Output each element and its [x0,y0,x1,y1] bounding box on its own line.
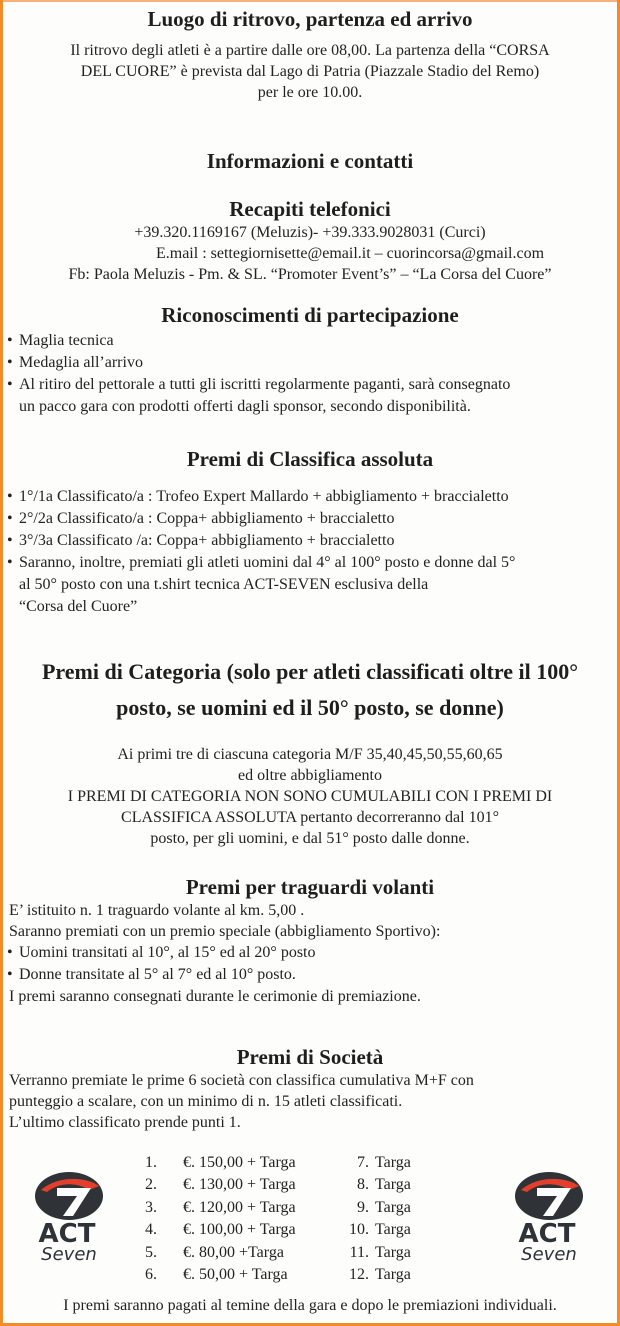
recapiti-email: E.mail : settegiornisette@email.it – cuorincorsa@gmail.com [155,245,545,262]
riconoscimenti-title: Riconoscimenti di partecipazione [161,303,459,327]
luogo-line: DEL CUORE” è prevista dal Lago di Patria (Piazzale Stadio del Remo) [80,63,540,80]
prize-rank-2: 8. [357,1176,369,1194]
prize-rank-2: 11. [349,1243,369,1261]
section-assoluta [3,446,617,618]
section-traguardi [3,874,617,1007]
categoria-title: posto, se uomini ed il 50° posto, se donne) [116,695,504,720]
luogo-title: Luogo di ritrovo, partenza ed arrivo [147,7,473,31]
prize-rank-2: 12. [349,1265,369,1283]
list-item-cont: un pacco gara con prodotti offerti dagli sponsor, secondo disponibilità. [19,398,471,415]
prize-row [135,1174,455,1196]
footer-note: I premi saranno pagati al temine della gara e dopo le premiazioni individuali. [63,1297,557,1314]
traguardi-line: Saranno premiati con un premio speciale (abbigliamento Sportivo): [9,923,441,940]
prize-targa: Targa [375,1221,411,1239]
prize-row [135,1264,455,1286]
prize-currency: €. [183,1265,195,1283]
traguardi-line: E’ istituito n. 1 traguardo volante al km. 5,00 . [9,902,305,919]
list-item: • Medaglia all’arrivo [7,354,143,371]
recapiti-facebook: Fb: Paola Meluzis - Pm. & SL. “Promoter Event’s” – “La Corsa del Cuore” [68,266,552,283]
prize-targa: Targa [375,1176,411,1194]
societa-line: L’ultimo classificato prende punti 1. [9,1114,241,1131]
prize-rank-2: 9. [357,1198,369,1216]
section-categoria [3,654,617,849]
prize-rank: 5. [145,1243,157,1261]
assoluta-title: Premi di Classifica assoluta [186,447,434,471]
prize-rank: 3. [145,1198,157,1216]
prize-value: 50,00 + Targa [199,1265,288,1283]
categoria-line: Ai primi tre di ciascuna categoria M/F 35,40,45,50,55,60,65 [117,746,503,763]
prize-value: 80,00 +Targa [199,1243,284,1261]
prize-row [135,1242,455,1264]
prize-rank: 2. [145,1176,157,1194]
list-item-cont: “Corsa del Cuore” [19,598,138,615]
prize-currency: €. [183,1198,195,1216]
section-recapiti [3,196,617,285]
luogo-line: Il ritrovo degli atleti è a partire dalle ore 08,00. La partenza della “CORSA [70,42,550,59]
prize-targa: Targa [375,1154,411,1171]
prize-currency: €. [183,1221,195,1239]
list-item: • 2°/2a Classificato/a : Coppa+ abbigliamento + braccialetto [7,510,395,527]
act-seven-logo-right [499,1168,595,1268]
categoria-line: ed oltre abbigliamento [238,767,382,784]
prize-targa: Targa [375,1265,411,1283]
societa-title: Premi di Società [236,1045,384,1069]
section-societa [3,1044,617,1133]
prize-value: 130,00 + Targa [199,1176,296,1194]
info-title: Informazioni e contatti [206,149,414,173]
prize-rank-2: 7. [357,1154,369,1171]
categoria-title: Premi di Categoria (solo per atleti classificati oltre il 100° [41,659,579,684]
list-item: • Maglia tecnica [7,332,114,349]
prize-currency: €. [183,1243,195,1261]
prize-targa: Targa [375,1243,411,1261]
svg-text:Seven: Seven [41,1244,97,1265]
list-item: • Donne transitate al 5° al 7° ed al 10° posto. [7,966,296,983]
list-item: • Uomini transitati al 10°, al 15° ed al 20° posto [7,944,316,961]
recapiti-phone: +39.320.1169167 (Meluzis)- +39.333.9028031 (Curci) [134,224,486,241]
svg-text:ACT: ACT [518,1219,576,1249]
prize-currency: €. [183,1154,195,1171]
prize-row [135,1152,455,1174]
prize-targa: Targa [375,1198,411,1216]
categoria-line: I PREMI DI CATEGORIA NON SONO CUMULABILI CON I PREMI DI [67,788,553,805]
prize-rank-2: 10. [349,1221,369,1239]
traguardi-title: Premi per traguardi volanti [185,875,435,899]
list-item-cont: al 50° posto con una t.shirt tecnica ACT-SEVEN esclusiva della [19,576,429,593]
recapiti-title: Recapiti telefonici [229,197,391,221]
prize-table [135,1152,455,1286]
svg-text:ACT: ACT [38,1219,96,1249]
section-info [3,148,617,174]
list-item: • Saranno, inoltre, premiati gli atleti uomini dal 4° al 100° posto e donne dal 5° [7,554,516,571]
prize-rank: 1. [145,1154,157,1171]
categoria-line: posto, per gli uomini, e dal 51° posto dalle donne. [150,830,470,847]
categoria-line: CLASSIFICA ASSOLUTA pertanto decorreranno dal 101° [121,809,499,826]
prize-value: 120,00 + Targa [199,1198,296,1216]
list-item: • 3°/3a Classificato /a: Coppa+ abbigliamento + braccialetto [7,532,395,549]
list-item: • 1°/1a Classificato/a : Trofeo Expert Mallardo + abbigliamento + braccialetto [7,488,509,505]
prize-row [135,1197,455,1219]
societa-line: punteggio a scalare, con un minimo di n. 15 atleti classificati. [9,1093,403,1110]
section-riconoscimenti [3,302,617,418]
section-luogo [3,6,617,103]
prize-rank: 4. [145,1221,157,1239]
prize-value: 100,00 + Targa [199,1221,296,1239]
luogo-line: per le ore 10.00. [257,84,363,101]
act-seven-logo-left [19,1168,115,1268]
prize-row [135,1219,455,1241]
traguardi-line: I premi saranno consegnati durante le cerimonie di premiazione. [9,988,421,1005]
svg-text:Seven: Seven [521,1244,577,1265]
prize-rank: 6. [145,1265,157,1283]
prize-currency: €. [183,1176,195,1194]
societa-line: Verranno premiate le prime 6 società con classifica cumulativa M+F con [9,1072,474,1089]
list-item: • Al ritiro del pettorale a tutti gli iscritti regolarmente paganti, sarà consegnato [7,376,511,393]
prize-value: 150,00 + Targa [199,1154,296,1171]
